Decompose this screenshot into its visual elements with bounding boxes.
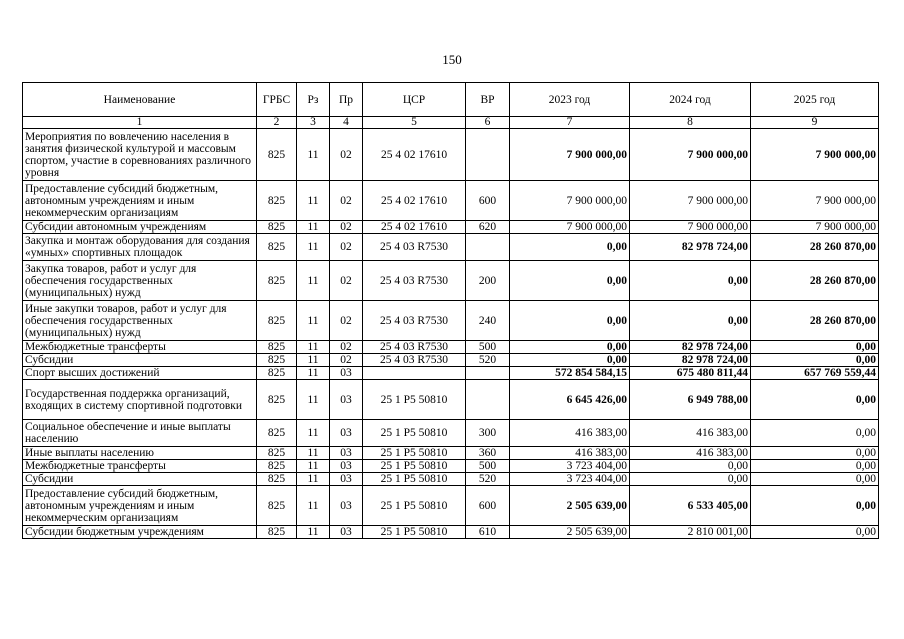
table-cell-grbs: 825 [257,473,297,486]
table-cell-rz: 11 [297,473,330,486]
table-cell-csr: 25 4 03 R7530 [363,234,466,261]
header-rz: Рз [297,83,330,117]
table-cell-csr: 25 4 03 R7530 [363,341,466,354]
table-cell-grbs: 825 [257,221,297,234]
table-cell-pr: 02 [330,354,363,367]
table-cell-pr: 02 [330,181,363,221]
table-cell-name: Социальное обеспечение и иные выплаты населению [23,420,257,447]
table-cell-2023: 0,00 [510,301,630,341]
table-cell-vr [466,380,510,420]
table-row [23,261,879,301]
table-cell-2024: 7 900 000,00 [630,181,751,221]
table-cell-csr [363,367,466,380]
table-cell-2025: 0,00 [751,486,879,526]
table-cell-name: Субсидии автономным учреждениям [23,221,257,234]
column-index: 6 [466,117,510,129]
column-index-row [23,117,879,129]
table-cell-2023: 6 645 426,00 [510,380,630,420]
table-cell-pr: 03 [330,367,363,380]
table-cell-name: Иные закупки товаров, работ и услуг для обеспечения государственных (муниципальных) нужд [23,301,257,341]
table-cell-2025: 0,00 [751,447,879,460]
column-index: 1 [23,117,257,129]
table-cell-vr: 520 [466,354,510,367]
table-row [23,526,879,539]
header-vr: ВР [466,83,510,117]
table-cell-2025: 7 900 000,00 [751,181,879,221]
table-row [23,380,879,420]
table-cell-2025: 0,00 [751,526,879,539]
table-cell-pr: 03 [330,473,363,486]
table-cell-name: Субсидии бюджетным учреждениям [23,526,257,539]
table-cell-grbs: 825 [257,460,297,473]
table-row [23,181,879,221]
table-row [23,486,879,526]
table-cell-vr: 520 [466,473,510,486]
column-index: 7 [510,117,630,129]
table-cell-2023: 0,00 [510,234,630,261]
table-cell-2024: 82 978 724,00 [630,354,751,367]
header-2024: 2024 год [630,83,751,117]
table-cell-2024: 416 383,00 [630,447,751,460]
header-row [23,83,879,117]
table-cell-csr: 25 1 P5 50810 [363,447,466,460]
table-cell-vr: 240 [466,301,510,341]
table-cell-name: Иные выплаты населению [23,447,257,460]
table-cell-name: Предоставление субсидий бюджетным, автономным учреждениям и иным некоммерческим организациям [23,181,257,221]
table-cell-rz: 11 [297,181,330,221]
table-row [23,354,879,367]
table-cell-2025: 7 900 000,00 [751,221,879,234]
table-cell-2023: 0,00 [510,341,630,354]
table-cell-2024: 675 480 811,44 [630,367,751,380]
table-cell-rz: 11 [297,486,330,526]
table-cell-vr [466,129,510,181]
table-cell-csr: 25 1 P5 50810 [363,473,466,486]
table-cell-rz: 11 [297,301,330,341]
table-cell-grbs: 825 [257,301,297,341]
table-cell-2024: 416 383,00 [630,420,751,447]
table-cell-2024: 2 810 001,00 [630,526,751,539]
table-cell-vr: 600 [466,486,510,526]
table-cell-pr: 03 [330,420,363,447]
table-cell-2025: 7 900 000,00 [751,129,879,181]
table-cell-vr: 610 [466,526,510,539]
table-row [23,221,879,234]
table-cell-pr: 02 [330,341,363,354]
table-cell-pr: 02 [330,261,363,301]
table-cell-2023: 2 505 639,00 [510,526,630,539]
table-cell-2024: 6 533 405,00 [630,486,751,526]
table-cell-pr: 02 [330,234,363,261]
table-cell-vr: 300 [466,420,510,447]
table-cell-pr: 02 [330,221,363,234]
table-cell-name: Государственная поддержка организаций, входящих в систему спортивной подготовки [23,380,257,420]
column-index: 5 [363,117,466,129]
table-cell-grbs: 825 [257,341,297,354]
table-cell-name: Межбюджетные трансферты [23,341,257,354]
header-name: Наименование [23,83,257,117]
table-row [23,234,879,261]
table-cell-2024: 82 978 724,00 [630,234,751,261]
table-cell-pr: 03 [330,526,363,539]
table-row [23,473,879,486]
table-cell-2023: 0,00 [510,261,630,301]
table-cell-vr: 620 [466,221,510,234]
table-cell-2024: 7 900 000,00 [630,129,751,181]
table-cell-2023: 7 900 000,00 [510,129,630,181]
table-cell-grbs: 825 [257,234,297,261]
table-cell-grbs: 825 [257,420,297,447]
table-cell-2025: 28 260 870,00 [751,261,879,301]
table-cell-csr: 25 4 03 R7530 [363,354,466,367]
table-cell-pr: 03 [330,460,363,473]
table-cell-csr: 25 4 03 R7530 [363,301,466,341]
table-row [23,367,879,380]
table-cell-2024: 6 949 788,00 [630,380,751,420]
table-cell-csr: 25 4 03 R7530 [363,261,466,301]
table-cell-pr: 03 [330,486,363,526]
column-index: 4 [330,117,363,129]
table-cell-vr [466,367,510,380]
table-cell-2023: 0,00 [510,354,630,367]
table-cell-2025: 657 769 559,44 [751,367,879,380]
table-cell-vr: 600 [466,181,510,221]
table-row [23,301,879,341]
table-cell-2023: 3 723 404,00 [510,460,630,473]
table-cell-rz: 11 [297,420,330,447]
table-cell-vr: 200 [466,261,510,301]
table-cell-grbs: 825 [257,129,297,181]
header-2025: 2025 год [751,83,879,117]
table-cell-csr: 25 1 P5 50810 [363,380,466,420]
table-cell-pr: 03 [330,447,363,460]
table-cell-rz: 11 [297,447,330,460]
table-cell-csr: 25 4 02 17610 [363,129,466,181]
table-cell-2023: 3 723 404,00 [510,473,630,486]
table-cell-2024: 0,00 [630,473,751,486]
table-cell-name: Закупка и монтаж оборудования для создания «умных» спортивных площадок [23,234,257,261]
table-cell-2024: 0,00 [630,261,751,301]
table-cell-csr: 25 1 P5 50810 [363,526,466,539]
table-cell-rz: 11 [297,129,330,181]
table-cell-grbs: 825 [257,380,297,420]
table-cell-name: Предоставление субсидий бюджетным, автономным учреждениям и иным некоммерческим организациям [23,486,257,526]
table-cell-grbs: 825 [257,367,297,380]
table-row [23,447,879,460]
table-cell-grbs: 825 [257,181,297,221]
table-cell-2024: 7 900 000,00 [630,221,751,234]
table-cell-name: Мероприятия по вовлечению населения в занятия физической культурой и массовым спортом, участие в соревнованиях различного уровня [23,129,257,181]
table-body [23,129,879,539]
table-cell-pr: 03 [330,380,363,420]
table-cell-2023: 416 383,00 [510,420,630,447]
column-index: 2 [257,117,297,129]
table-cell-csr: 25 1 P5 50810 [363,486,466,526]
table-cell-name: Межбюджетные трансферты [23,460,257,473]
table-cell-csr: 25 1 P5 50810 [363,420,466,447]
table-cell-rz: 11 [297,354,330,367]
table-cell-rz: 11 [297,261,330,301]
table-cell-2023: 7 900 000,00 [510,221,630,234]
table-cell-2025: 28 260 870,00 [751,234,879,261]
table-cell-2025: 0,00 [751,341,879,354]
page-number: 150 [442,52,462,67]
table-row [23,341,879,354]
table-cell-2023: 7 900 000,00 [510,181,630,221]
table-cell-rz: 11 [297,341,330,354]
table-cell-2025: 0,00 [751,460,879,473]
header-csr: ЦСР [363,83,466,117]
table-cell-grbs: 825 [257,526,297,539]
table-cell-grbs: 825 [257,486,297,526]
table-cell-vr: 500 [466,341,510,354]
table-row [23,129,879,181]
table-cell-2023: 2 505 639,00 [510,486,630,526]
table-cell-2025: 0,00 [751,380,879,420]
table-cell-name: Закупка товаров, работ и услуг для обеспечения государственных (муниципальных) нужд [23,261,257,301]
table-cell-csr: 25 4 02 17610 [363,221,466,234]
table-cell-csr: 25 4 02 17610 [363,181,466,221]
header-2023: 2023 год [510,83,630,117]
table-cell-2023: 572 854 584,15 [510,367,630,380]
table-row [23,420,879,447]
table-cell-2024: 0,00 [630,301,751,341]
table-cell-rz: 11 [297,367,330,380]
budget-table [22,82,879,539]
table-cell-2024: 0,00 [630,460,751,473]
table-cell-grbs: 825 [257,354,297,367]
table-cell-name: Субсидии [23,354,257,367]
table-cell-csr: 25 1 P5 50810 [363,460,466,473]
table-cell-rz: 11 [297,380,330,420]
column-index: 3 [297,117,330,129]
table-cell-name: Субсидии [23,473,257,486]
table-cell-rz: 11 [297,526,330,539]
table-cell-grbs: 825 [257,447,297,460]
table-cell-2025: 0,00 [751,473,879,486]
table-cell-2025: 0,00 [751,420,879,447]
table-cell-vr: 360 [466,447,510,460]
table-cell-rz: 11 [297,234,330,261]
table-cell-2023: 416 383,00 [510,447,630,460]
column-index: 8 [630,117,751,129]
table-cell-name: Спорт высших достижений [23,367,257,380]
column-index: 9 [751,117,879,129]
table-cell-rz: 11 [297,460,330,473]
table-cell-2024: 82 978 724,00 [630,341,751,354]
table-cell-vr: 500 [466,460,510,473]
table-cell-vr [466,234,510,261]
table-cell-2025: 28 260 870,00 [751,301,879,341]
table-row [23,460,879,473]
header-pr: Пр [330,83,363,117]
table-cell-rz: 11 [297,221,330,234]
header-grbs: ГРБС [257,83,297,117]
table-cell-pr: 02 [330,129,363,181]
table-cell-grbs: 825 [257,261,297,301]
table-cell-2025: 0,00 [751,354,879,367]
table-cell-pr: 02 [330,301,363,341]
